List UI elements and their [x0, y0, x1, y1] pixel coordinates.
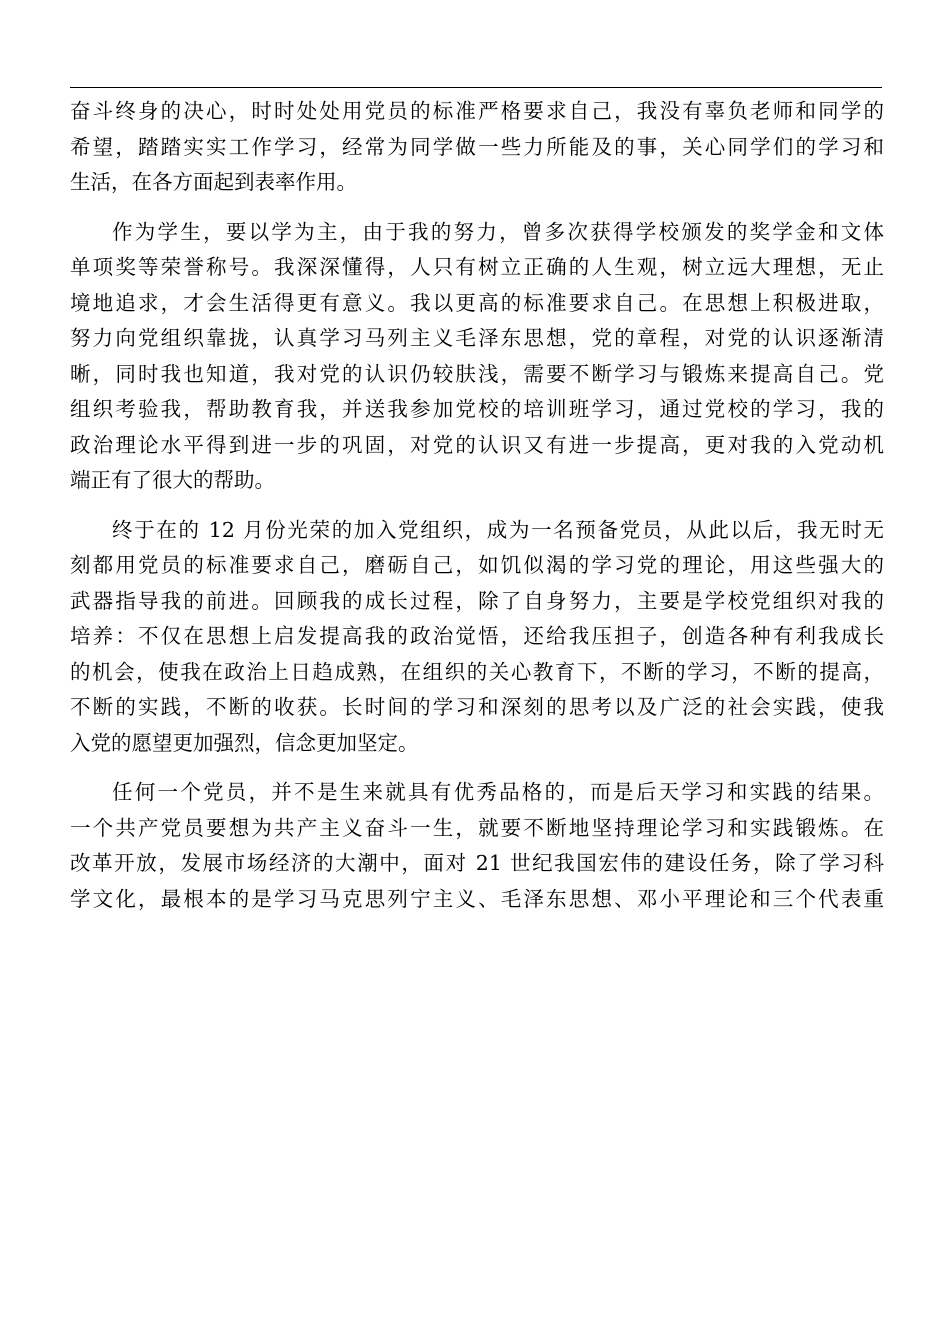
- text-line: 终于在的 12 月份光荣的加入党组织，成为一名预备党员，从此以后，我无时无: [112, 517, 884, 542]
- paragraph-1: [70, 94, 884, 201]
- text-line: 的机会，使我在政治上日趋成熟，在组织的关心教育下，不断的学习，不断的提高，: [70, 659, 884, 684]
- text-line: 学文化，最根本的是学习马克思列宁主义、毛泽东思想、邓小平理论和三个代表重: [70, 886, 884, 911]
- text-line: 晰，同时我也知道，我对党的认识仍较肤浅，需要不断学习与锻炼来提高自己。党: [70, 361, 884, 386]
- text-line: 组织考验我，帮助教育我，并送我参加党校的培训班学习，通过党校的学习，我的: [70, 397, 884, 421]
- text-line: 改革开放，发展市场经济的大潮中，面对 21 世纪我国宏伟的建设任务，除了学习科: [70, 851, 884, 875]
- text-line: 生活，在各方面起到表率作用。: [70, 170, 357, 194]
- text-line: 不断的实践，不断的收获。长时间的学习和深刻的思考以及广泛的社会实践，使我: [70, 695, 884, 719]
- paragraph-4: [70, 775, 884, 917]
- paragraph-2: [70, 215, 884, 499]
- text-line: 单项奖等荣誉称号。我深深懂得，人只有树立正确的人生观，树立远大理想，无止: [70, 255, 884, 279]
- text-line: 任何一个党员，并不是生来就具有优秀品格的，而是后天学习和实践的结果。: [112, 780, 884, 804]
- paragraph-3: [70, 513, 884, 762]
- text-line: 政治理论水平得到进一步的巩固，对党的认识又有进一步提高，更对我的入党动机: [70, 432, 884, 457]
- text-line: 培养：不仅在思想上启发提高我的政治觉悟，还给我压担子，创造各种有利我成长: [70, 624, 884, 648]
- text-line: 境地追求，才会生活得更有意义。我以更高的标准要求自己。在思想上积极进取，: [70, 290, 884, 315]
- document-body: [70, 94, 884, 931]
- text-line: 作为学生，要以学为主，由于我的努力，曾多次获得学校颁发的奖学金和文体: [112, 219, 884, 244]
- text-line: 端正有了很大的帮助。: [70, 468, 275, 492]
- text-line: 刻都用党员的标准要求自己，磨砺自己，如饥似渴的学习党的理论，用这些强大的: [70, 553, 884, 577]
- text-line: 入党的愿望更加强烈，信念更加坚定。: [70, 730, 419, 755]
- text-line: 希望，踏踏实实工作学习，经常为同学做一些力所能及的事，关心同学们的学习和: [70, 134, 884, 159]
- text-line: 奋斗终身的决心，时时处处用党员的标准严格要求自己，我没有辜负老师和同学的: [70, 99, 884, 123]
- text-line: 努力向党组织靠拢，认真学习马列主义毛泽东思想，党的章程，对党的认识逐渐清: [70, 326, 884, 350]
- header-rule: [70, 87, 882, 88]
- text-line: 一个共产党员要想为共产主义奋斗一生，就要不断地坚持理论学习和实践锻炼。在: [70, 815, 884, 840]
- text-line: 武器指导我的前进。回顾我的成长过程，除了自身努力，主要是学校党组织对我的: [70, 588, 884, 613]
